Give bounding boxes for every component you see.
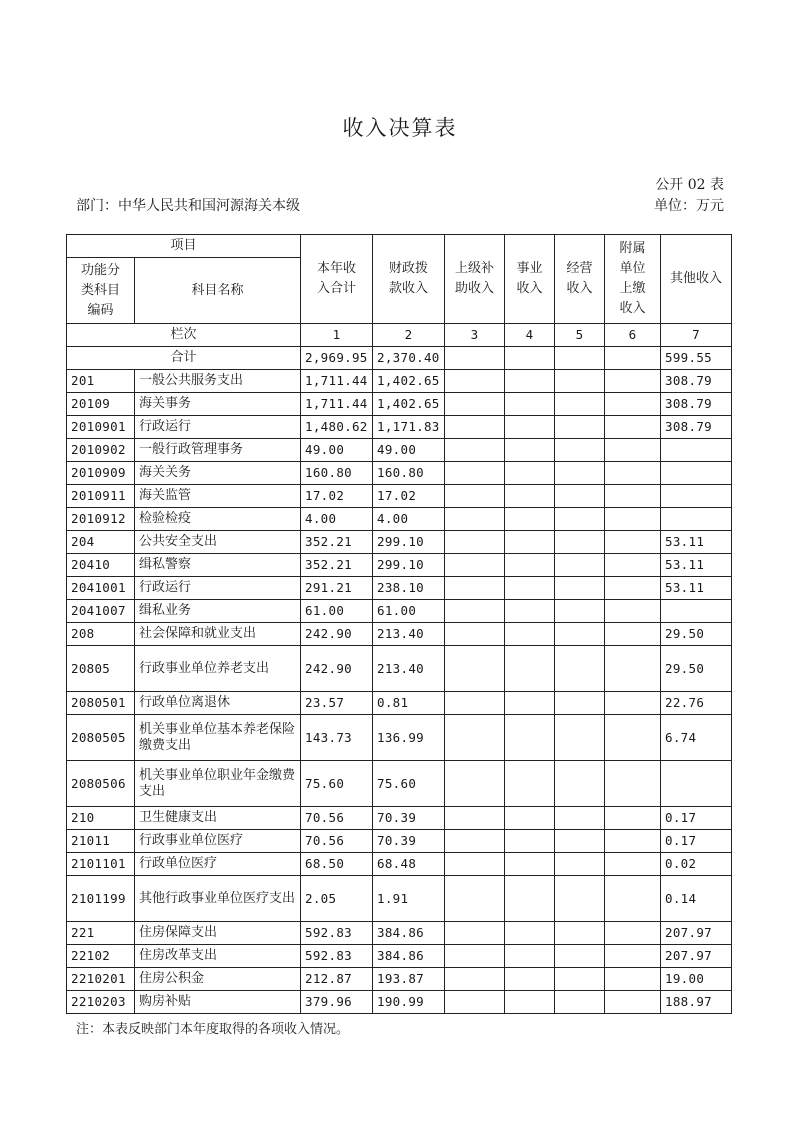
row-affiliated <box>605 623 661 646</box>
table-row <box>67 945 732 968</box>
table-row <box>67 416 732 439</box>
row-superior <box>445 715 505 761</box>
row-business <box>505 922 555 945</box>
row-name: 卫生健康支出 <box>135 807 301 830</box>
row-fiscal: 1,402.65 <box>373 370 445 393</box>
income-table <box>66 234 732 1014</box>
header-other: 其他收入 <box>661 235 732 324</box>
row-affiliated <box>605 554 661 577</box>
row-affiliated <box>605 945 661 968</box>
total-business-value <box>505 347 555 370</box>
row-code: 210 <box>67 807 135 830</box>
row-fiscal: 193.87 <box>373 968 445 991</box>
total-other-value: 599.55 <box>661 347 732 370</box>
row-affiliated <box>605 715 661 761</box>
row-other: 207.97 <box>661 922 732 945</box>
row-code: 2080506 <box>67 761 135 807</box>
row-affiliated <box>605 600 661 623</box>
row-code: 22102 <box>67 945 135 968</box>
row-superior <box>445 922 505 945</box>
row-operating <box>555 830 605 853</box>
row-total: 352.21 <box>301 554 373 577</box>
row-name: 行政单位离退休 <box>135 692 301 715</box>
row-other <box>661 761 732 807</box>
col-num-7: 7 <box>661 324 732 347</box>
table-row <box>67 485 732 508</box>
header-superior: 上级补 助收入 <box>445 235 505 324</box>
row-name: 公共安全支出 <box>135 531 301 554</box>
row-code: 2010901 <box>67 416 135 439</box>
table-row <box>67 393 732 416</box>
row-other: 22.76 <box>661 692 732 715</box>
col-num-4: 4 <box>505 324 555 347</box>
col-num-1: 1 <box>301 324 373 347</box>
row-affiliated <box>605 646 661 692</box>
row-other: 0.17 <box>661 807 732 830</box>
table-row <box>67 715 732 761</box>
row-other <box>661 508 732 531</box>
row-superior <box>445 623 505 646</box>
row-fiscal: 160.80 <box>373 462 445 485</box>
col-label: 栏次 <box>67 324 301 347</box>
row-fiscal: 0.81 <box>373 692 445 715</box>
row-other <box>661 462 732 485</box>
table-row <box>67 968 732 991</box>
col-num-6: 6 <box>605 324 661 347</box>
row-superior <box>445 485 505 508</box>
row-affiliated <box>605 761 661 807</box>
row-business <box>505 508 555 531</box>
header-row-1 <box>67 235 732 258</box>
total-income-value: 2,969.95 <box>301 347 373 370</box>
row-superior <box>445 968 505 991</box>
table-row <box>67 554 732 577</box>
row-code: 2010911 <box>67 485 135 508</box>
row-superior <box>445 807 505 830</box>
row-operating <box>555 416 605 439</box>
row-operating <box>555 991 605 1014</box>
total-fiscal-value: 2,370.40 <box>373 347 445 370</box>
header-func-code: 功能分 类科目 编码 <box>67 258 135 324</box>
table-row <box>67 692 732 715</box>
row-total: 592.83 <box>301 945 373 968</box>
row-business <box>505 830 555 853</box>
row-total: 70.56 <box>301 807 373 830</box>
row-superior <box>445 830 505 853</box>
table-row <box>67 922 732 945</box>
row-operating <box>555 508 605 531</box>
row-operating <box>555 462 605 485</box>
row-fiscal: 213.40 <box>373 646 445 692</box>
row-total: 143.73 <box>301 715 373 761</box>
header-subject-name: 科目名称 <box>135 258 301 324</box>
row-total: 23.57 <box>301 692 373 715</box>
row-superior <box>445 531 505 554</box>
row-total: 61.00 <box>301 600 373 623</box>
header-affiliated: 附属 单位 上缴 收入 <box>605 235 661 324</box>
row-name: 其他行政事业单位医疗支出 <box>135 876 301 922</box>
col-num-5: 5 <box>555 324 605 347</box>
row-superior <box>445 508 505 531</box>
row-code: 21011 <box>67 830 135 853</box>
row-code: 2210201 <box>67 968 135 991</box>
row-name: 一般行政管理事务 <box>135 439 301 462</box>
row-other: 53.11 <box>661 554 732 577</box>
row-other: 188.97 <box>661 991 732 1014</box>
row-code: 204 <box>67 531 135 554</box>
row-operating <box>555 531 605 554</box>
row-other: 207.97 <box>661 945 732 968</box>
row-operating <box>555 370 605 393</box>
row-operating <box>555 807 605 830</box>
row-fiscal: 1,171.83 <box>373 416 445 439</box>
row-business <box>505 462 555 485</box>
row-total: 212.87 <box>301 968 373 991</box>
table-row <box>67 531 732 554</box>
row-affiliated <box>605 968 661 991</box>
row-total: 1,711.44 <box>301 370 373 393</box>
row-business <box>505 692 555 715</box>
row-affiliated <box>605 876 661 922</box>
table-row <box>67 853 732 876</box>
header-total-income: 本年收 入合计 <box>301 235 373 324</box>
page-title: 收入决算表 <box>342 116 458 140</box>
row-business <box>505 646 555 692</box>
row-name: 住房改革支出 <box>135 945 301 968</box>
row-name: 行政事业单位医疗 <box>135 830 301 853</box>
row-fiscal: 238.10 <box>373 577 445 600</box>
row-total: 592.83 <box>301 922 373 945</box>
row-business <box>505 600 555 623</box>
row-business <box>505 876 555 922</box>
row-affiliated <box>605 508 661 531</box>
total-operating-value <box>555 347 605 370</box>
row-business <box>505 370 555 393</box>
row-other: 308.79 <box>661 393 732 416</box>
col-num-3: 3 <box>445 324 505 347</box>
table-row <box>67 600 732 623</box>
row-total: 17.02 <box>301 485 373 508</box>
row-business <box>505 715 555 761</box>
row-total: 49.00 <box>301 439 373 462</box>
total-affiliated-value <box>605 347 661 370</box>
row-total: 291.21 <box>301 577 373 600</box>
table-row <box>67 807 732 830</box>
row-code: 20109 <box>67 393 135 416</box>
row-name: 社会保障和就业支出 <box>135 623 301 646</box>
row-name: 检验检疫 <box>135 508 301 531</box>
table-row <box>67 991 732 1014</box>
row-affiliated <box>605 807 661 830</box>
table-row <box>67 370 732 393</box>
row-affiliated <box>605 830 661 853</box>
row-code: 2101199 <box>67 876 135 922</box>
form-number: 公开 02 表 <box>655 177 724 193</box>
row-other: 0.14 <box>661 876 732 922</box>
row-name: 缉私业务 <box>135 600 301 623</box>
row-operating <box>555 715 605 761</box>
row-other <box>661 600 732 623</box>
total-superior-value <box>445 347 505 370</box>
row-business <box>505 416 555 439</box>
row-code: 20410 <box>67 554 135 577</box>
row-fiscal: 190.99 <box>373 991 445 1014</box>
row-name: 行政单位医疗 <box>135 853 301 876</box>
row-code: 208 <box>67 623 135 646</box>
row-affiliated <box>605 370 661 393</box>
row-operating <box>555 922 605 945</box>
row-name: 行政运行 <box>135 416 301 439</box>
row-total: 1,711.44 <box>301 393 373 416</box>
row-affiliated <box>605 416 661 439</box>
row-operating <box>555 692 605 715</box>
row-total: 379.96 <box>301 991 373 1014</box>
table-row <box>67 439 732 462</box>
row-code: 201 <box>67 370 135 393</box>
row-name: 行政事业单位养老支出 <box>135 646 301 692</box>
row-business <box>505 554 555 577</box>
row-total: 70.56 <box>301 830 373 853</box>
row-superior <box>445 370 505 393</box>
row-superior <box>445 853 505 876</box>
row-other: 0.17 <box>661 830 732 853</box>
row-business <box>505 761 555 807</box>
total-row <box>67 347 732 370</box>
row-superior <box>445 991 505 1014</box>
row-operating <box>555 485 605 508</box>
total-label: 合计 <box>67 347 301 370</box>
row-superior <box>445 416 505 439</box>
row-affiliated <box>605 991 661 1014</box>
row-superior <box>445 876 505 922</box>
row-fiscal: 384.86 <box>373 945 445 968</box>
row-business <box>505 577 555 600</box>
row-operating <box>555 577 605 600</box>
row-superior <box>445 554 505 577</box>
row-superior <box>445 439 505 462</box>
footnote: 注：本表反映部门本年度取得的各项收入情况。 <box>76 1022 350 1037</box>
row-name: 住房公积金 <box>135 968 301 991</box>
row-code: 2010909 <box>67 462 135 485</box>
table-row <box>67 623 732 646</box>
row-code: 221 <box>67 922 135 945</box>
row-affiliated <box>605 577 661 600</box>
row-name: 行政运行 <box>135 577 301 600</box>
row-operating <box>555 853 605 876</box>
table-row <box>67 830 732 853</box>
row-business <box>505 439 555 462</box>
row-operating <box>555 623 605 646</box>
table-row <box>67 577 732 600</box>
row-superior <box>445 945 505 968</box>
row-business <box>505 991 555 1014</box>
row-fiscal: 70.39 <box>373 807 445 830</box>
row-fiscal: 299.10 <box>373 554 445 577</box>
table-row <box>67 508 732 531</box>
row-name: 一般公共服务支出 <box>135 370 301 393</box>
row-other: 53.11 <box>661 577 732 600</box>
row-operating <box>555 968 605 991</box>
row-business <box>505 807 555 830</box>
row-code: 2080505 <box>67 715 135 761</box>
row-other: 29.50 <box>661 646 732 692</box>
row-fiscal: 384.86 <box>373 922 445 945</box>
row-code: 2210203 <box>67 991 135 1014</box>
row-affiliated <box>605 485 661 508</box>
row-superior <box>445 462 505 485</box>
row-code: 2010912 <box>67 508 135 531</box>
row-code: 2101101 <box>67 853 135 876</box>
row-other: 19.00 <box>661 968 732 991</box>
row-total: 242.90 <box>301 623 373 646</box>
row-business <box>505 853 555 876</box>
row-fiscal: 70.39 <box>373 830 445 853</box>
row-total: 242.90 <box>301 646 373 692</box>
row-other <box>661 439 732 462</box>
row-code: 2010902 <box>67 439 135 462</box>
row-business <box>505 485 555 508</box>
row-affiliated <box>605 692 661 715</box>
row-fiscal: 49.00 <box>373 439 445 462</box>
row-name: 海关关务 <box>135 462 301 485</box>
row-total: 1,480.62 <box>301 416 373 439</box>
table-row <box>67 761 732 807</box>
row-other: 29.50 <box>661 623 732 646</box>
row-name: 海关监管 <box>135 485 301 508</box>
department-label: 部门：中华人民共和国河源海关本级 <box>76 198 300 214</box>
row-superior <box>445 393 505 416</box>
row-superior <box>445 577 505 600</box>
row-operating <box>555 600 605 623</box>
row-total: 2.05 <box>301 876 373 922</box>
row-total: 75.60 <box>301 761 373 807</box>
row-superior <box>445 761 505 807</box>
header-business: 事业 收入 <box>505 235 555 324</box>
row-operating <box>555 876 605 922</box>
row-business <box>505 945 555 968</box>
row-business <box>505 968 555 991</box>
row-operating <box>555 646 605 692</box>
unit-label: 单位：万元 <box>654 198 724 214</box>
row-other: 308.79 <box>661 416 732 439</box>
row-other <box>661 485 732 508</box>
row-other: 0.02 <box>661 853 732 876</box>
row-fiscal: 4.00 <box>373 508 445 531</box>
row-business <box>505 393 555 416</box>
column-number-row <box>67 324 732 347</box>
row-superior <box>445 692 505 715</box>
row-name: 海关事务 <box>135 393 301 416</box>
row-affiliated <box>605 853 661 876</box>
row-name: 住房保障支出 <box>135 922 301 945</box>
row-operating <box>555 393 605 416</box>
row-total: 68.50 <box>301 853 373 876</box>
row-operating <box>555 945 605 968</box>
row-affiliated <box>605 462 661 485</box>
row-affiliated <box>605 531 661 554</box>
row-affiliated <box>605 393 661 416</box>
row-code: 2041001 <box>67 577 135 600</box>
row-fiscal: 61.00 <box>373 600 445 623</box>
table-row <box>67 876 732 922</box>
table-row <box>67 462 732 485</box>
row-fiscal: 136.99 <box>373 715 445 761</box>
header-fiscal: 财政拨 款收入 <box>373 235 445 324</box>
row-fiscal: 1.91 <box>373 876 445 922</box>
row-business <box>505 623 555 646</box>
row-fiscal: 17.02 <box>373 485 445 508</box>
row-name: 缉私警察 <box>135 554 301 577</box>
header-operating: 经营 收入 <box>555 235 605 324</box>
row-fiscal: 68.48 <box>373 853 445 876</box>
row-operating <box>555 761 605 807</box>
row-name: 购房补贴 <box>135 991 301 1014</box>
row-operating <box>555 554 605 577</box>
row-business <box>505 531 555 554</box>
row-affiliated <box>605 439 661 462</box>
row-name: 机关事业单位职业年金缴费支出 <box>135 761 301 807</box>
table-row <box>67 646 732 692</box>
row-superior <box>445 646 505 692</box>
row-affiliated <box>605 922 661 945</box>
row-operating <box>555 439 605 462</box>
row-code: 20805 <box>67 646 135 692</box>
col-num-2: 2 <box>373 324 445 347</box>
row-fiscal: 75.60 <box>373 761 445 807</box>
row-other: 53.11 <box>661 531 732 554</box>
row-superior <box>445 600 505 623</box>
row-fiscal: 299.10 <box>373 531 445 554</box>
row-fiscal: 213.40 <box>373 623 445 646</box>
row-other: 6.74 <box>661 715 732 761</box>
row-total: 4.00 <box>301 508 373 531</box>
row-code: 2080501 <box>67 692 135 715</box>
row-code: 2041007 <box>67 600 135 623</box>
row-total: 352.21 <box>301 531 373 554</box>
row-other: 308.79 <box>661 370 732 393</box>
row-total: 160.80 <box>301 462 373 485</box>
header-item: 项目 <box>67 235 301 258</box>
row-name: 机关事业单位基本养老保险缴费支出 <box>135 715 301 761</box>
row-fiscal: 1,402.65 <box>373 393 445 416</box>
